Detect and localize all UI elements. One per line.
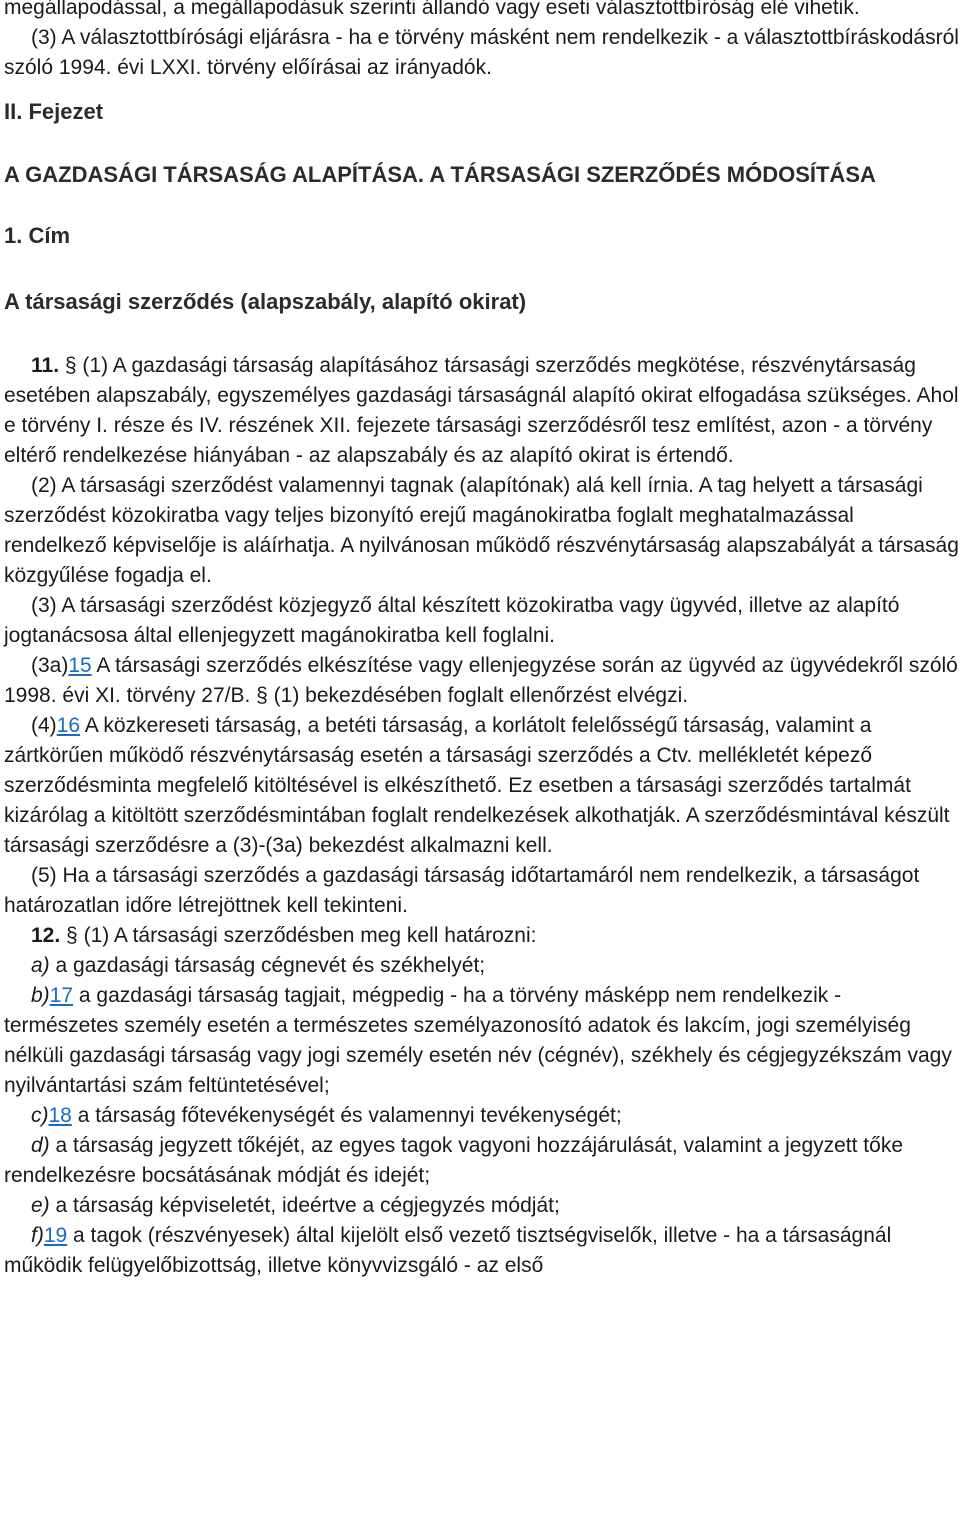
footnote-link-19[interactable]: 19 <box>43 1224 68 1247</box>
paragraph-sign: § <box>64 354 77 377</box>
chapter-number: II. Fejezet <box>4 99 104 124</box>
s12-item-c <box>4 1101 960 1131</box>
s12-intro <box>4 921 960 951</box>
s11-p1-text: (1) A gazdasági társaság alapításához társasági szerződés megkötése, részvénytársaság esetében alapszabály, egyszemélyes gazdasági társaságnál alapító okirat elfogadása szükséges. Ahol e törvény I. része és IV. részének XII. fejezete társasági szerződésről tesz említést, azon - a törvény eltérő rendelkezése hiányában - az alapszabály és az alapító okirat is értendő. <box>4 354 959 467</box>
chapter-title: A GAZDASÁGI TÁRSASÁG ALAPÍTÁSA. A TÁRSASÁGI SZERZŐDÉS MÓDOSÍTÁSA <box>4 162 876 187</box>
intro-text: megállapodással, a megállapodásuk szerinti állandó vagy eseti választottbíróság elé vihetik. <box>4 0 860 19</box>
footnote-link-15[interactable]: 15 <box>68 654 92 677</box>
p4-label: (4) <box>31 714 57 737</box>
s12-item-f <box>4 1221 960 1281</box>
s12-item-d <box>4 1131 960 1191</box>
s11-paragraph-3a <box>4 651 960 711</box>
item-c-label: c) <box>31 1104 49 1127</box>
item-f-label: f) <box>31 1224 44 1247</box>
p3a-label: (3a) <box>31 654 69 677</box>
p4-text: A közkereseti társaság, a betéti társaság, a korlátolt felelősségű társaság, valamint a zártkörűen működő részvénytársaság esetén a társasági szerződés a Ctv. mellékletét képező szerződésminta megfelelő kitöltésével is elkészíthető. Ez esetben a társasági szerződés tartalmát kizárólag a kitöltött szerződésmintában foglalt rendelkezések alkothatják. A szerződésmintával készült társasági szerződésre a (3)-(3a) bekezdést alkalmazni kell. <box>4 714 950 857</box>
s11-paragraph-5: (5) Ha a társasági szerződés a gazdasági társaság időtartamáról nem rendelkezik, a társaságot határozatlan időre létrejöttnek kell tekinteni. <box>4 864 920 917</box>
section-number: 1. Cím <box>4 223 71 248</box>
s11-paragraph-3: (3) A társasági szerződést közjegyző által készített közokiratba vagy ügyvéd, illetve az alapító jogtanácsosa által ellenjegyzett magánokiratba kell foglalni. <box>4 594 900 647</box>
item-e-text: a társaság képviseletét, ideértve a cégjegyzés módját; <box>49 1194 560 1217</box>
p3a-text: A társasági szerződés elkészítése vagy ellenjegyzése során az ügyvéd az ügyvédekről szóló 1998. évi XI. törvény 27/B. § (1) bekezdésében foglalt ellenőrzést elvégzi. <box>4 654 958 707</box>
item-a-label: a) <box>31 954 50 977</box>
footnote-link-18[interactable]: 18 <box>48 1104 72 1127</box>
item-e-label: e) <box>31 1194 50 1217</box>
item-d-label: d) <box>31 1134 50 1157</box>
footnote-link-16[interactable]: 16 <box>56 714 81 737</box>
section-title: A társasági szerződés (alapszabály, alapító okirat) <box>4 289 527 314</box>
paragraph-sign: § <box>66 924 78 947</box>
s11-paragraph-2: (2) A társasági szerződést valamennyi tagnak (alapítónak) alá kell írnia. A tag helyett a társasági szerződést közokiratba vagy teljes bizonyító erejű magánokiratba foglalt meghatalmazással rendelkező képviselője is aláírhatja. A nyilvánosan működő részvénytársaság alapszabályát a társaság közgyűlése fogadja el. <box>4 474 959 587</box>
item-f-text: a tagok (részvényesek) által kijelölt első vezető tisztségviselők, illetve - ha a társaságnál működik felügyelőbizottság, illetve könyvvizsgáló - az első <box>4 1224 892 1277</box>
item-c-text: a társaság főtevékenységét és valamennyi tevékenységét; <box>71 1104 622 1127</box>
paragraph-3: (3) A választottbírósági eljárásra - ha e törvény másként nem rendelkezik - a választottbíráskodásról szóló 1994. évi LXXI. törvény előírásai az irányadók. <box>4 26 959 79</box>
s12-item-a <box>4 951 960 981</box>
s11-paragraph-4 <box>4 711 960 861</box>
s12-intro-text: (1) A társasági szerződésben meg kell határozni: <box>83 924 537 947</box>
s11-number: 11. <box>31 354 60 377</box>
item-b-text: a gazdasági társaság tagjait, mégpedig - ha a törvény másképp nem rendelkezik - természetes személy esetén a természetes személyazonosító adatok és lakcím, jogi személyiség nélküli gazdasági társaság vagy jogi személy esetén név (cégnév), székhely és cégjegyzékszám vagy nyilvántartási szám feltüntetésével; <box>4 984 952 1097</box>
s12-item-e <box>4 1191 960 1221</box>
footnote-link-17[interactable]: 17 <box>49 984 74 1007</box>
item-d-text: a társaság jegyzett tőkéjét, az egyes tagok vagyoni hozzájárulását, valamint a jegyzett tőke rendelkezésre bocsátásának módját és idejét; <box>4 1134 903 1187</box>
s12-item-b <box>4 981 960 1101</box>
item-b-label: b) <box>31 984 50 1007</box>
s12-number: 12. <box>31 924 61 947</box>
s11-paragraph-1 <box>4 351 960 471</box>
item-a-text: a gazdasági társaság cégnevét és székhelyét; <box>49 954 486 977</box>
